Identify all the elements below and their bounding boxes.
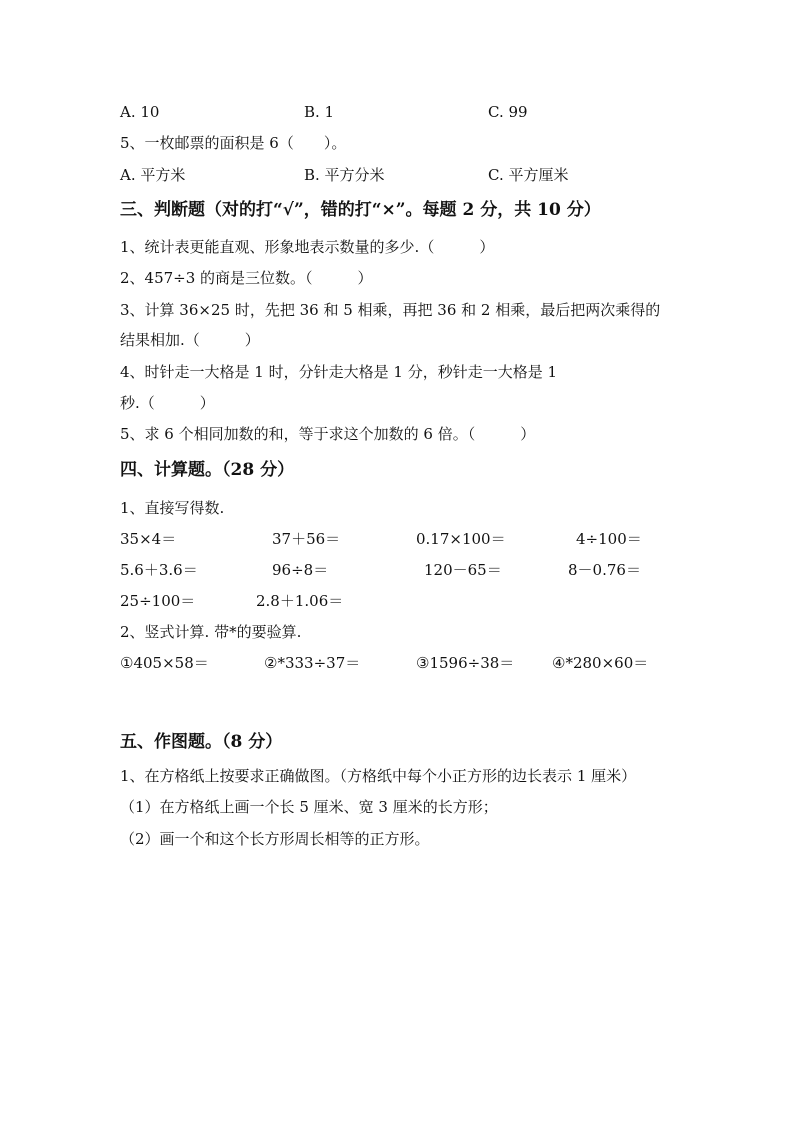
- calc-r2-c3: 120－65＝: [424, 561, 502, 579]
- calc-r1-c1: 35×4＝: [120, 530, 177, 548]
- section4-sub1: 1、直接写得数.: [120, 499, 225, 517]
- q5-stem: 5、一枚邮票的面积是 6（ ）。: [120, 134, 347, 152]
- calc-r1-c2: 37＋56＝: [272, 530, 341, 548]
- section3-item-3-cont: 结果相加.（ ）: [120, 331, 260, 349]
- calc-r3-c2: 2.8＋1.06＝: [256, 592, 344, 610]
- section5-sub1: 1、在方格纸上按要求正确做图。（方格纸中每个小正方形的边长表示 1 厘米）: [120, 767, 637, 785]
- vertical-calc-4: ④*280×60＝: [552, 654, 649, 672]
- section3-item-4-cont: 秒.（ ）: [120, 394, 215, 412]
- section4-title: 四、计算题。（28 分）: [120, 460, 295, 480]
- q4-option-c: C. 99: [488, 103, 528, 121]
- q5-option-b: B. 平方分米: [304, 166, 385, 184]
- section3-item-3: 3、计算 36×25 时，先把 36 和 5 相乘，再把 36 和 2 相乘，最后把两次乘得的: [120, 301, 661, 319]
- section3-item-1: 1、统计表更能直观、形象地表示数量的多少.（ ）: [120, 238, 495, 256]
- calc-r2-c2: 96÷8＝: [272, 561, 329, 579]
- calc-r2-c4: 8－0.76＝: [568, 561, 641, 579]
- section5-title: 五、作图题。（8 分）: [120, 732, 283, 752]
- section3-item-2: 2、457÷3 的商是三位数。（ ）: [120, 269, 373, 287]
- q5-option-c: C. 平方厘米: [488, 166, 569, 184]
- vertical-calc-3: ③1596÷38＝: [416, 654, 515, 672]
- calc-r1-c3: 0.17×100＝: [416, 530, 506, 548]
- calc-r1-c4: 4÷100＝: [576, 530, 642, 548]
- section3-item-5: 5、求 6 个相同加数的和，等于求这个加数的 6 倍。（ ）: [120, 425, 536, 443]
- calc-r3-c1: 25÷100＝: [120, 592, 196, 610]
- vertical-calc-2: ②*333÷37＝: [264, 654, 361, 672]
- section5-item-1: （1）在方格纸上画一个长 5 厘米、宽 3 厘米的长方形；: [120, 798, 498, 816]
- calc-r2-c1: 5.6＋3.6＝: [120, 561, 198, 579]
- section3-title: 三、判断题（对的打“√”，错的打“×”。每题 2 分，共 10 分）: [120, 200, 601, 220]
- section4-sub2: 2、竖式计算. 带*的要验算.: [120, 623, 302, 641]
- q5-option-a: A. 平方米: [120, 166, 186, 184]
- section3-item-4: 4、时针走一大格是 1 时，分针走大格是 1 分，秒针走一大格是 1: [120, 363, 558, 381]
- q4-option-b: B. 1: [304, 103, 335, 121]
- section5-item-2: （2）画一个和这个长方形周长相等的正方形。: [120, 830, 430, 848]
- q4-option-a: A. 10: [120, 103, 160, 121]
- vertical-calc-1: ①405×58＝: [120, 654, 209, 672]
